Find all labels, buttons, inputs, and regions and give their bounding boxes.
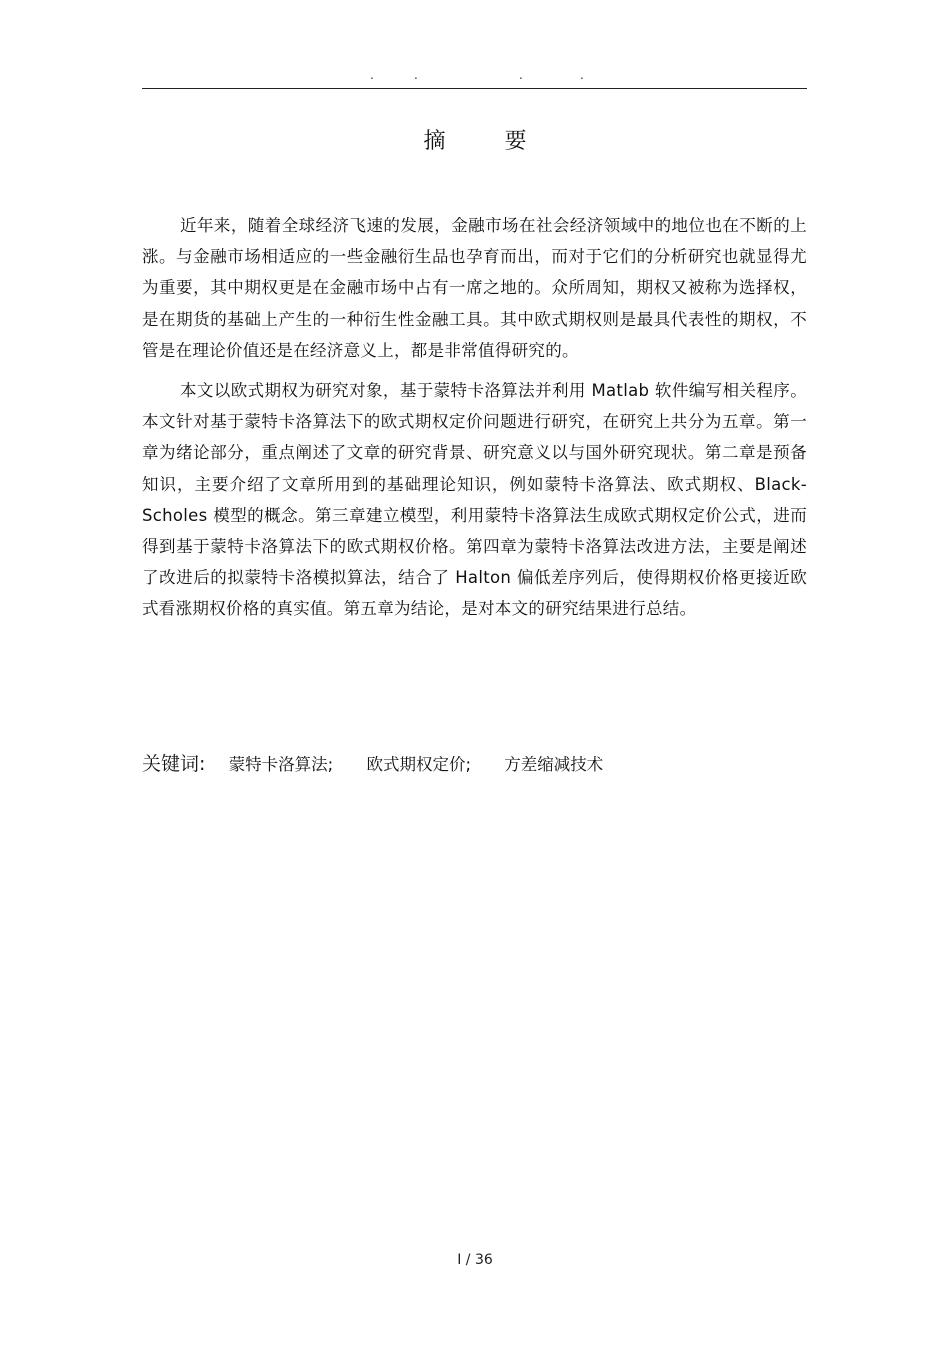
header-rule xyxy=(142,88,807,89)
abstract-paragraph-1: 近年来，随着全球经济飞速的发展，金融市场在社会经济领域中的地位也在不断的上涨。与金融市场相适应的一些金融衍生品也孕育而出，而对于它们的分析研究也就显得尤为重要，其中期权更是在金融市场中占有一席之地的。众所周知，期权又被称为选择权，是在期货的基础上产生的一种衍生性金融工具。其中欧式期权则是最具代表性的期权，不管是在理论价值还是在经济意义上，都是非常值得研究的。 xyxy=(142,216,807,360)
keywords-line xyxy=(142,750,807,779)
keyword-item: 方差缩减技术 xyxy=(504,755,604,774)
header-dot: . xyxy=(414,68,418,82)
keyword-item: 蒙特卡洛算法; xyxy=(228,755,334,774)
header-dot: . xyxy=(370,68,374,82)
header-dots xyxy=(142,66,807,84)
header-dot: . xyxy=(519,68,523,82)
keywords-label: 关键词: xyxy=(142,753,206,775)
header-dot: . xyxy=(580,68,584,82)
keyword-item: 欧式期权定价; xyxy=(366,755,472,774)
abstract-body xyxy=(142,210,807,625)
page-number: I / 36 xyxy=(457,1252,493,1268)
page-title: 摘 要 xyxy=(423,129,553,154)
abstract-paragraph-2: 本文以欧式期权为研究对象，基于蒙特卡洛算法并利用 Matlab 软件编写相关程序。本文针对基于蒙特卡洛算法下的欧式期权定价问题进行研究，在研究上共分为五章。第一章为绪论部分，重点阐述了文章的研究背景、研究意义以与国外研究现状。第二章是预备知识，主要介绍了文章所用到的基础理论知识，例如蒙特卡洛算法、欧式期权、Black-Scholes 模型的概念。第三章建立模型，利用蒙特卡洛算法生成欧式期权定价公式，进而得到基于蒙特卡洛算法下的欧式期权价格。第四章为蒙特卡洛算法改进方法，主要是阐述了改进后的拟蒙特卡洛模拟算法，结合了 Halton 偏低差序列后，使得期权价格更接近欧式看涨期权价格的真实值。第五章为结论，是对本文的研究结果进行总结。 xyxy=(142,381,807,619)
